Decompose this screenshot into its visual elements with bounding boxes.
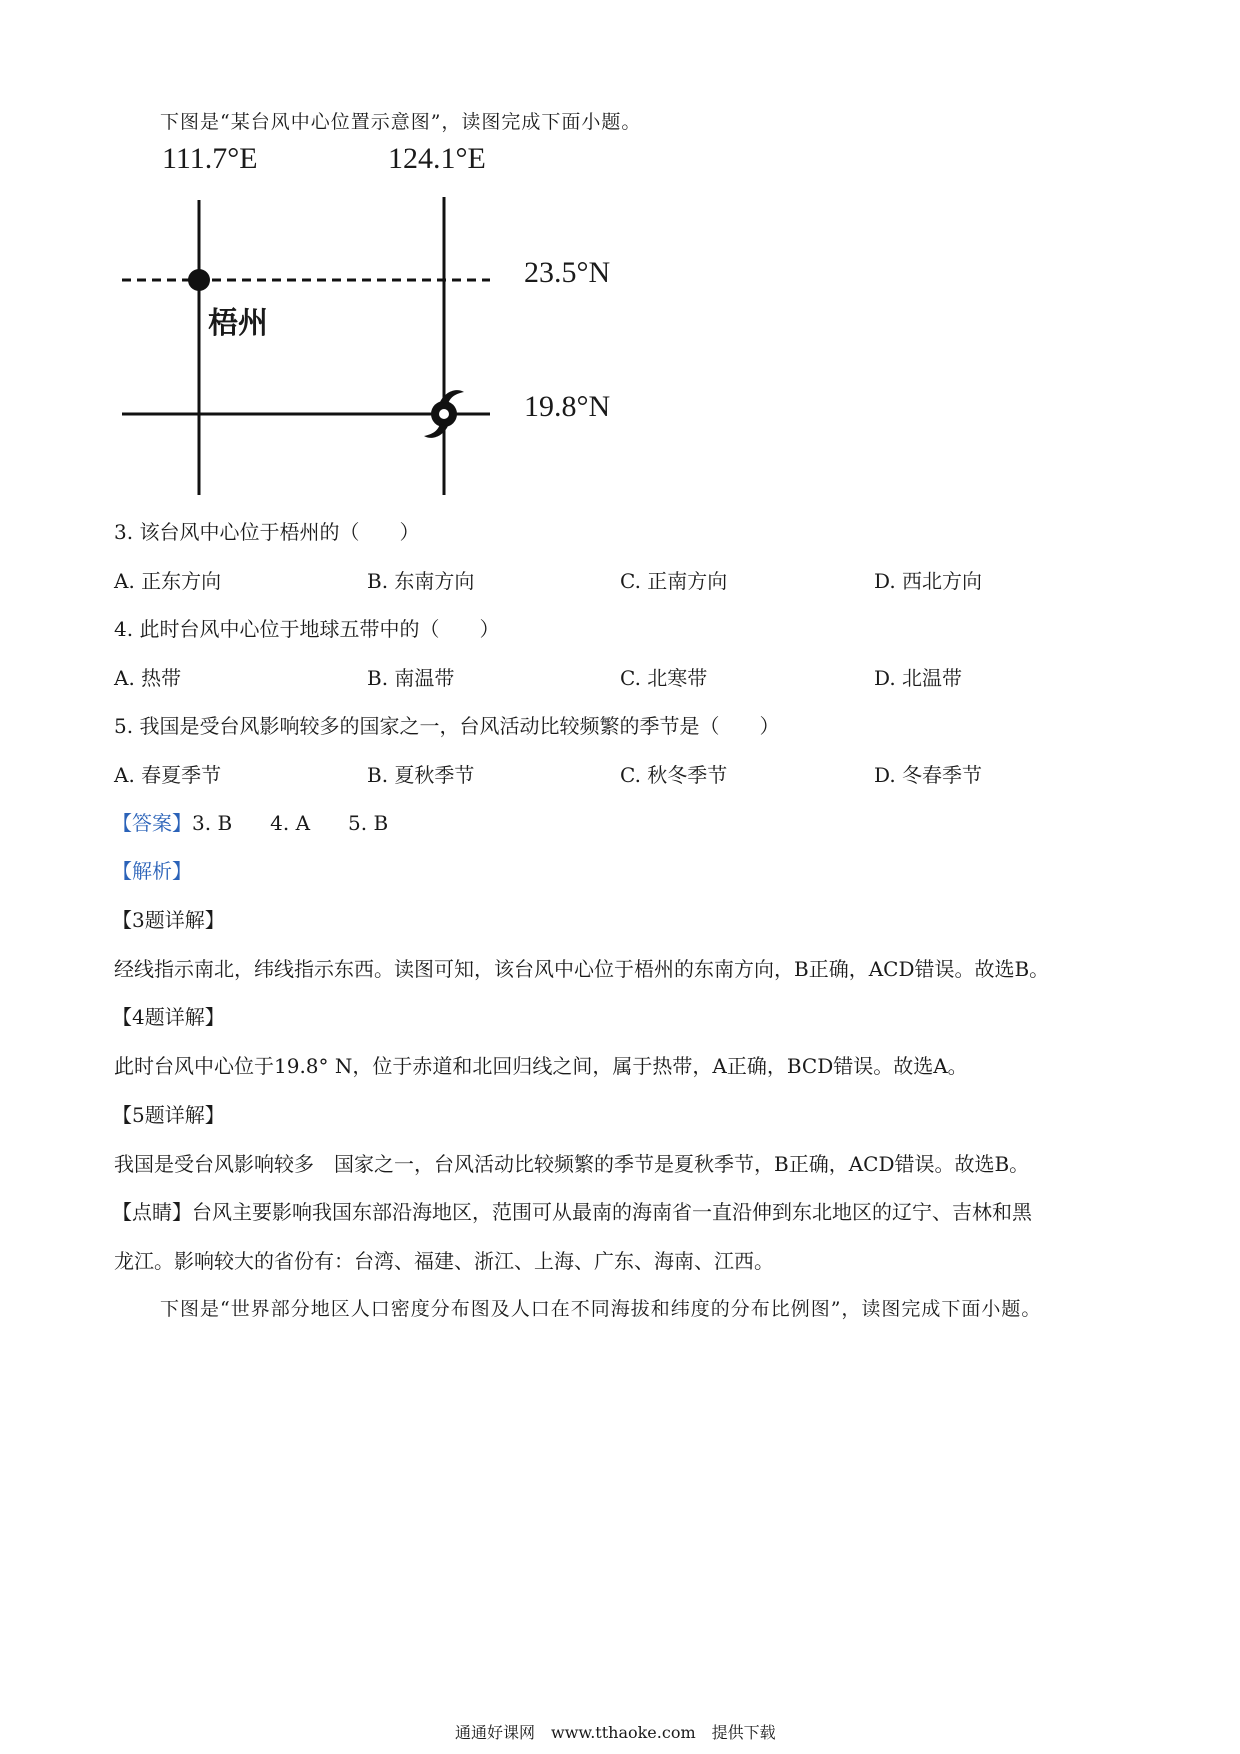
dianjing-line-1 bbox=[112, 1196, 1032, 1225]
answer-line bbox=[112, 807, 388, 836]
question-3-option-c: C. 正南方向 bbox=[620, 569, 728, 593]
wuzhou-point bbox=[188, 269, 210, 291]
answer-5: 5. B bbox=[348, 811, 389, 835]
analysis-tag: 【解析】 bbox=[112, 859, 192, 883]
lon-left-label: 111.7°E bbox=[162, 142, 258, 175]
question-3-option-a: A. 正东方向 bbox=[114, 569, 222, 593]
detail-4-text: 此时台风中心位于19.8° N，位于赤道和北回归线之间，属于热带，A正确，BCD错误。故选A。 bbox=[114, 1054, 968, 1078]
answer-3: 3. B bbox=[192, 811, 233, 835]
answer-4: 4. A bbox=[270, 811, 311, 835]
lon-right-label: 124.1°E bbox=[388, 142, 486, 175]
question-5-option-c: C. 秋冬季节 bbox=[620, 763, 728, 787]
lat-bottom-label: 19.8°N bbox=[524, 390, 611, 423]
question-4-option-d: D. 北温带 bbox=[874, 666, 963, 690]
question-5-option-d: D. 冬春季节 bbox=[874, 763, 983, 787]
typhoon-position-diagram bbox=[100, 135, 640, 505]
question-4-option-c: C. 北寒带 bbox=[620, 666, 708, 690]
dianjing-tag: 【点睛】 bbox=[112, 1200, 192, 1224]
question-3-stem: 3. 该台风中心位于梧州的（ ） bbox=[114, 520, 420, 544]
lat-top-label: 23.5°N bbox=[524, 256, 611, 289]
answer-tag: 【答案】 bbox=[112, 811, 192, 835]
intro-text-2: 下图是“世界部分地区人口密度分布图及人口在不同海拔和纬度的分布比例图”，读图完成下面小题。 bbox=[160, 1298, 1042, 1320]
dianjing-line-2: 龙江。影响较大的省份有：台湾、福建、浙江、上海、广东、海南、江西。 bbox=[114, 1249, 774, 1273]
question-3-option-d: D. 西北方向 bbox=[874, 569, 983, 593]
detail-3-title: 【3题详解】 bbox=[112, 908, 225, 932]
question-4-option-a: A. 热带 bbox=[114, 666, 182, 690]
question-5-option-a: A. 春夏季节 bbox=[114, 763, 222, 787]
detail-5-text: 我国是受台风影响较多 国家之一，台风活动比较频繁的季节是夏秋季节，B正确，ACD错误。故选B。 bbox=[114, 1152, 1030, 1176]
question-5-option-b: B. 夏秋季节 bbox=[367, 763, 475, 787]
detail-5-title: 【5题详解】 bbox=[112, 1103, 225, 1127]
detail-3-text: 经线指示南北，纬线指示东西。读图可知，该台风中心位于梧州的东南方向，B正确，ACD错误。故选B。 bbox=[114, 957, 1050, 981]
dianjing-text-1: 台风主要影响我国东部沿海地区，范围可从最南的海南省一直沿伸到东北地区的辽宁、吉林和黑 bbox=[192, 1200, 1032, 1224]
footer-text: 通通好课网 www.tthaoke.com 提供下载 bbox=[455, 1723, 776, 1742]
question-4-option-b: B. 南温带 bbox=[367, 666, 455, 690]
question-4-stem: 4. 此时台风中心位于地球五带中的（ ） bbox=[114, 617, 500, 641]
city-label: 梧州 bbox=[208, 307, 268, 340]
question-5-stem: 5. 我国是受台风影响较多的国家之一，台风活动比较频繁的季节是（ ） bbox=[114, 714, 780, 738]
detail-4-title: 【4题详解】 bbox=[112, 1005, 225, 1029]
intro-text: 下图是“某台风中心位置示意图”，读图完成下面小题。 bbox=[160, 111, 642, 133]
question-3-option-b: B. 东南方向 bbox=[367, 569, 475, 593]
